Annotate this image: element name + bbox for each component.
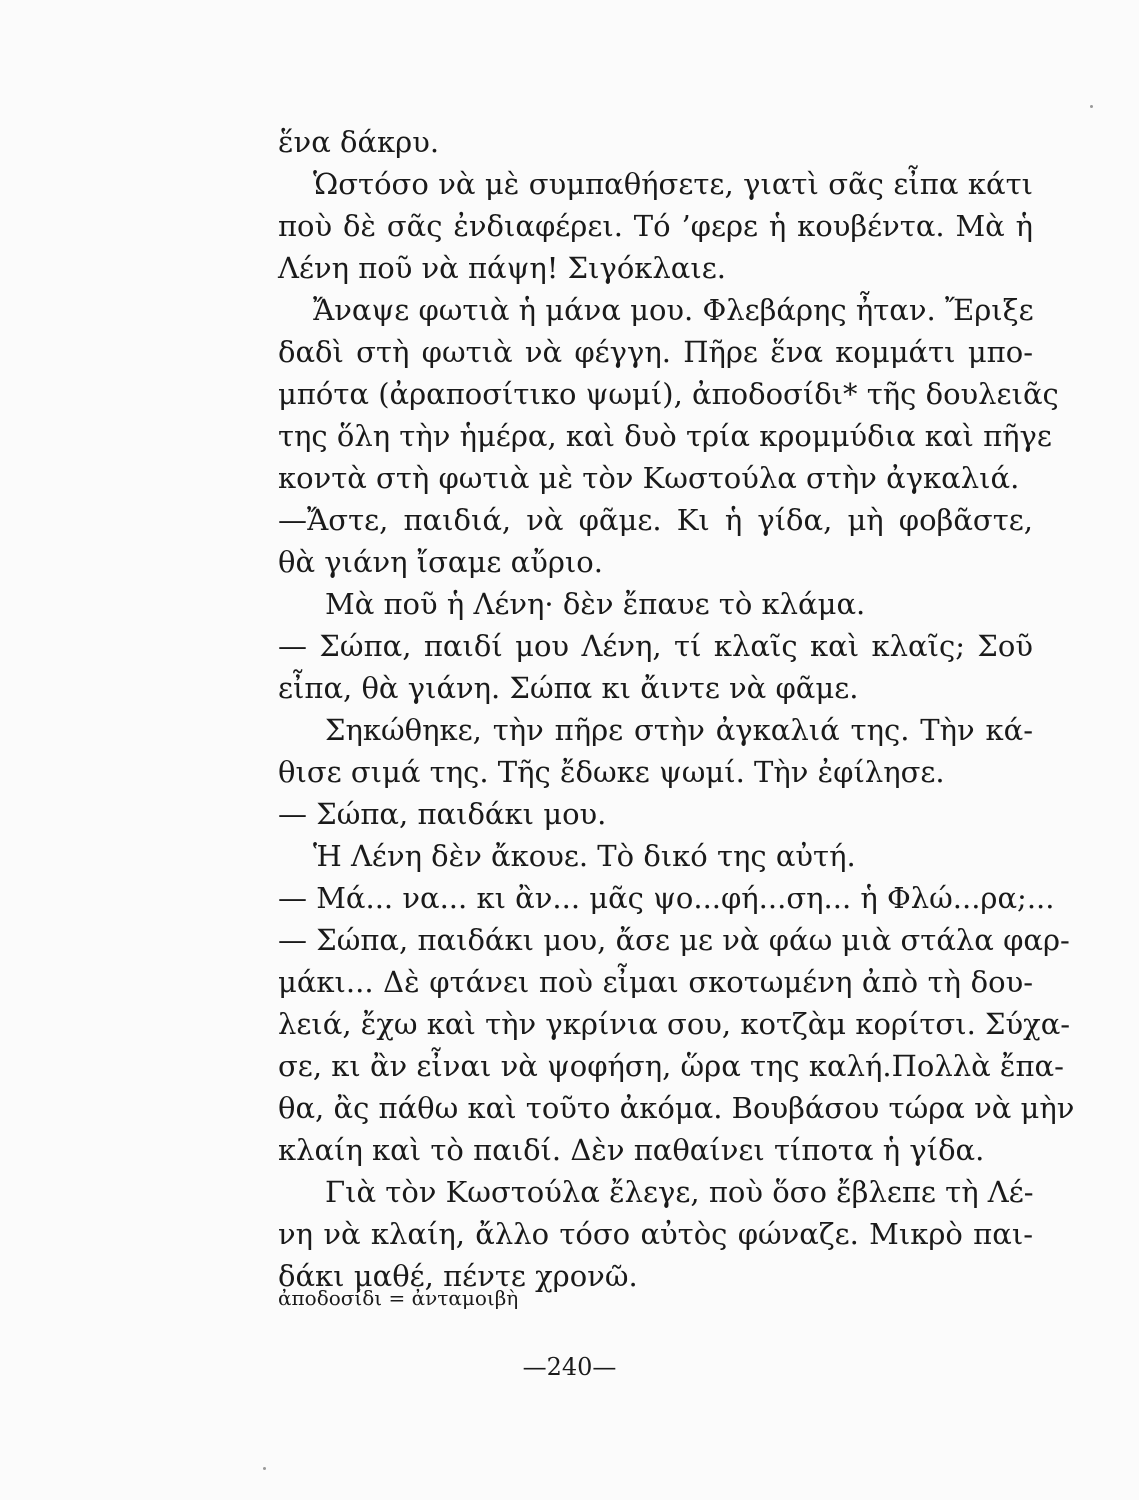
text-line: ποὺ δὲ σᾶς ἐνδιαφέρει. Τό ’φερε ἡ κουβέντα. Μὰ ἡ	[278, 209, 1033, 243]
dialogue-line: — Σώπα, παιδάκι μου, ἄσε με νὰ φάω μιὰ στάλα φαρ-	[278, 923, 1070, 957]
dialogue-line: —Ἄστε, παιδιά, νὰ φᾶμε. Κι ἡ γίδα, μὴ φοβᾶστε,	[278, 503, 1033, 537]
text-line: μάκι... Δὲ φτάνει ποὺ εἶμαι σκοτωμένη ἀπὸ τὴ δου-	[278, 965, 1033, 999]
text-line: κοντὰ στὴ φωτιὰ μὲ τὸν Κωστούλα στὴν ἀγκαλιά.	[278, 461, 1020, 495]
text-line: Λένη ποῦ νὰ πάψη! Σιγόκλαιε.	[278, 251, 726, 285]
paragraph-start-line: Μὰ ποῦ ἡ Λένη· δὲν ἔπαυε τὸ κλάμα.	[325, 587, 866, 621]
paragraph-start-line: Ἄναψε φωτιὰ ἡ μάνα μου. Φλεβάρης ἦταν. Ἔριξε	[313, 293, 1034, 327]
paper-speck	[1090, 105, 1093, 108]
paragraph-start-line: Σηκώθηκε, τὴν πῆρε στὴν ἀγκαλιά της. Τὴν κά-	[325, 713, 1033, 747]
text-line: μπότα (ἀραποσίτικο ψωμί), ἀποδοσίδι* τῆς δουλειᾶς	[278, 377, 1059, 411]
dialogue-line: — Σώπα, παιδάκι μου.	[278, 797, 607, 831]
paragraph-start-line: Γιὰ τὸν Κωστούλα ἔλεγε, ποὺ ὅσο ἔβλεπε τὴ Λέ-	[325, 1175, 1034, 1209]
paragraph-start-line: Ἡ Λένη δὲν ἄκουε. Τὸ δικό της αὐτή.	[313, 839, 856, 873]
text-line: σε, κι ἂν εἶναι νὰ ψοφήση, ὥρα της καλή.Πολλὰ ἔπα-	[278, 1049, 1064, 1083]
text-line: δαδὶ στὴ φωτιὰ νὰ φέγγη. Πῆρε ἕνα κομμάτι μπο-	[278, 335, 1033, 369]
text-line: θὰ γιάνη ἴσαμε αὔριο.	[278, 545, 603, 579]
text-line: εἶπα, θὰ γιάνη. Σώπα κι ἄιντε νὰ φᾶμε.	[278, 671, 859, 705]
dialogue-line: — Σώπα, παιδί μου Λένη, τί κλαῖς καὶ κλαῖς; Σοῦ	[278, 629, 1033, 663]
text-line: δάκι μαθέ, πέντε χρονῶ.	[278, 1259, 638, 1293]
page-number: —240—	[522, 1353, 617, 1381]
text-line: κλαίη καὶ τὸ παιδί. Δὲν παθαίνει τίποτα ἡ γίδα.	[278, 1133, 985, 1167]
dialogue-line: — Μά... να... κι ἂν... μᾶς ψο...φή...ση... ἡ Φλώ...ρα;...	[278, 881, 1055, 915]
text-line: θα, ἂς πάθω καὶ τοῦτο ἀκόμα. Βουβάσου τώρα νὰ μὴν	[278, 1091, 1075, 1125]
paper-speck	[263, 1467, 266, 1470]
text-line: λειά, ἔχω καὶ τὴν γκρίνια σου, κοτζὰμ κορίτσι. Σύχα-	[278, 1007, 1071, 1041]
text-line: ἕνα δάκρυ.	[278, 125, 440, 159]
text-line: της ὅλη τὴν ἡμέρα, καὶ δυὸ τρία κρομμύδια καὶ πῆγε	[278, 419, 1052, 453]
footnote: ἀποδοσίδι = ἀνταμοιβὴ	[278, 1286, 519, 1310]
paragraph-start-line: Ὡστόσο νὰ μὲ συμπαθήσετε, γιατὶ σᾶς εἶπα κάτι	[313, 167, 1033, 201]
text-line: θισε σιμά της. Τῆς ἔδωκε ψωμί. Τὴν ἐφίλησε.	[278, 755, 945, 789]
text-line: νη νὰ κλαίη, ἄλλο τόσο αὐτὸς φώναζε. Μικρὸ παι-	[278, 1217, 1033, 1251]
